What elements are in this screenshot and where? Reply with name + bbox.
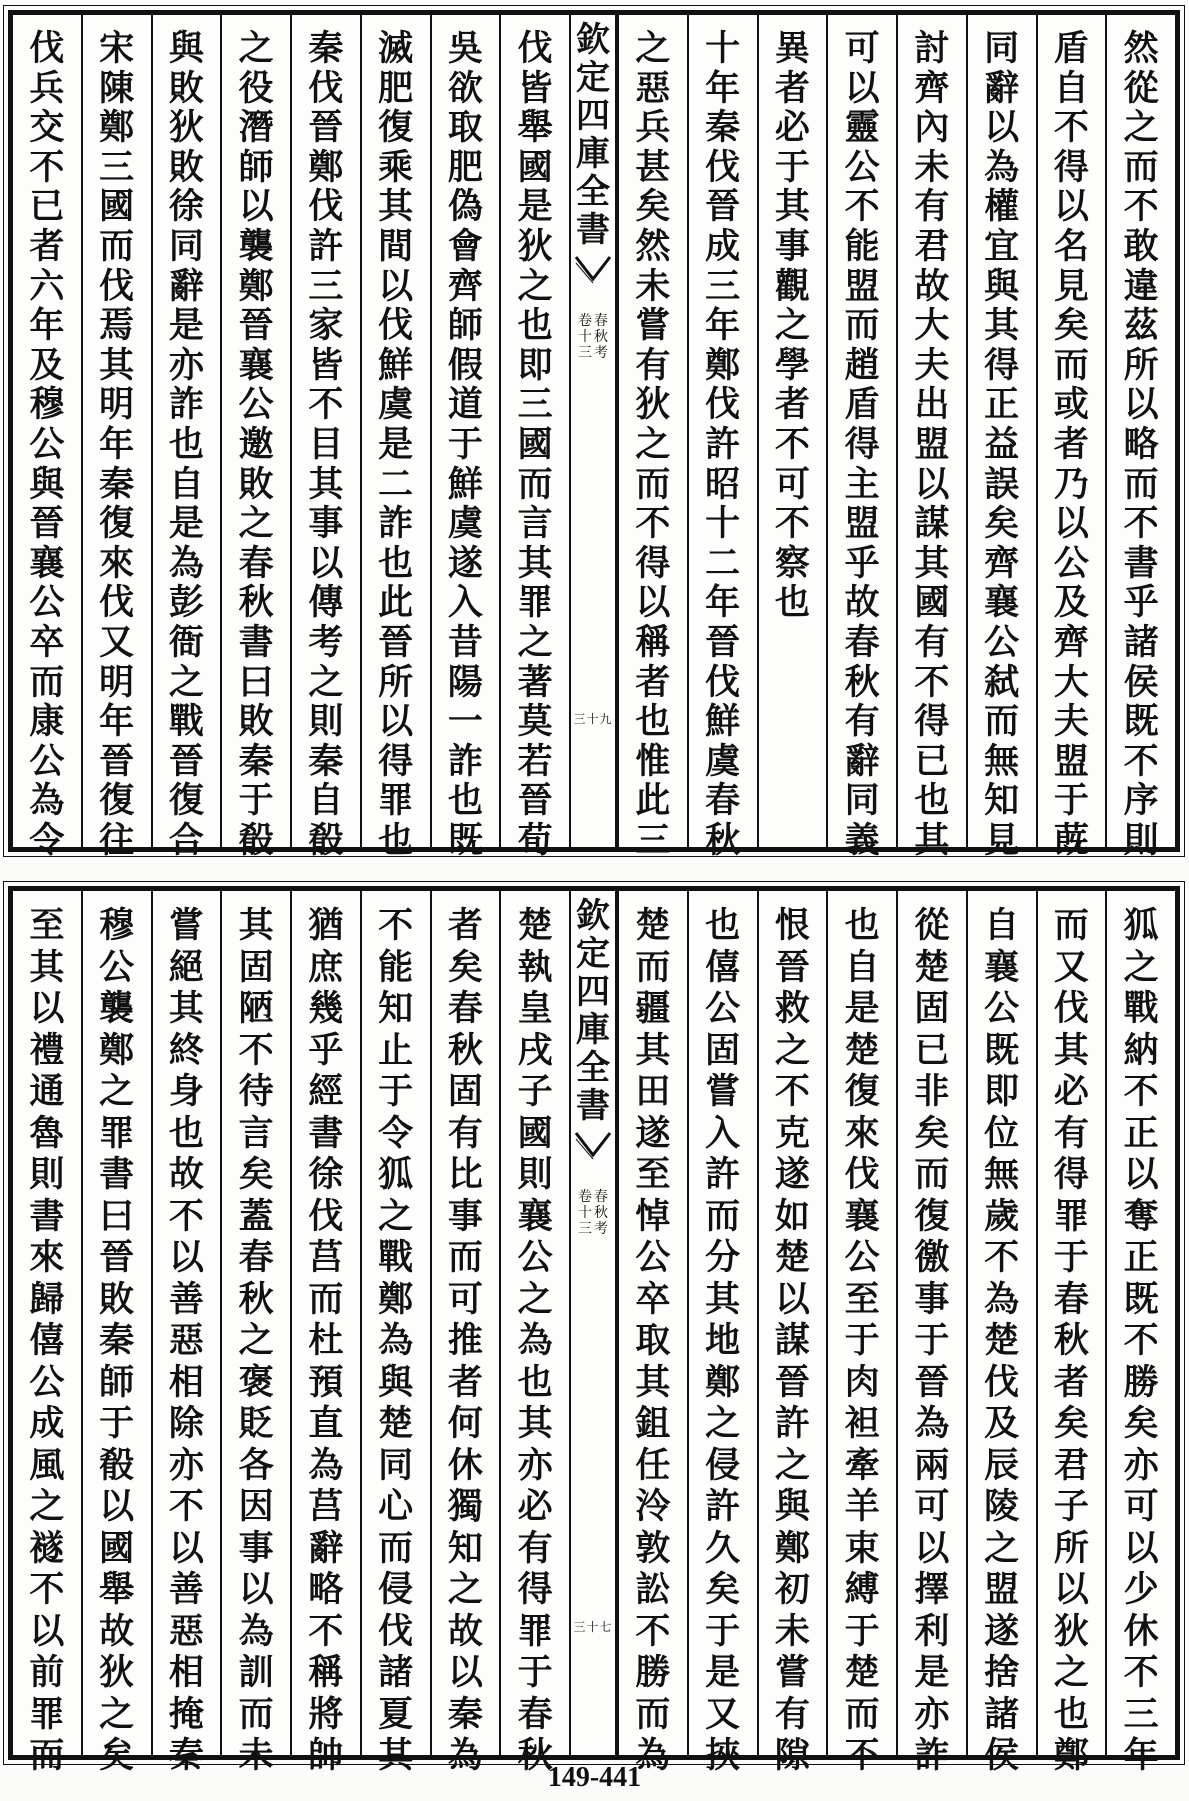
book-meta [578,313,608,361]
text-column: 也 僖 公 固 嘗 入 許 而 分 其 地 鄭 之 侵 許 久 矣 于 是 又 挾 [687,891,757,1755]
text-column: 至 其 以 禮 通 魯 則 書 來 歸 僖 公 成 風 之 襚 不 以 前 罪 而 [29,905,65,1776]
text-column: 同 辭 以 為 權 宜 與 其 得 正 益 誤 矣 齊 襄 公 弑 而 無 知 見 [966,15,1036,847]
text-column: 可 以 靈 公 不 能 盟 而 趙 盾 得 主 盟 乎 故 春 秋 有 辭 同 義 [826,15,896,847]
text-column: 從 楚 固 已 非 矣 而 復 徼 事 于 晉 為 兩 可 以 擇 利 是 亦 詐 [896,891,966,1755]
text-column: 其 固 陋 不 待 言 矣 蓋 春 秋 之 褒 貶 各 因 事 以 為 訓 而 未 [220,891,290,1755]
text-columns [13,891,1175,1776]
text-column: 十 年 秦 伐 晉 成 三 年 鄭 伐 許 昭 十 二 年 晉 伐 鮮 虞 春 秋 [687,15,757,847]
page-number: 149-441 [547,1762,642,1793]
text-column: 討 齊 內 未 有 君 故 大 夫 出 盟 以 謀 其 國 有 不 得 已 也 其 [896,15,966,847]
center-fold [569,891,617,1755]
text-column: 楚 而 疆 其 田 遂 至 悼 公 卒 取 其 鉏 任 泠 敦 訟 不 勝 而 為 [617,891,687,1755]
text-column: 盾 自 不 得 以 名 見 矣 而 或 者 乃 以 公 及 齊 大 夫 盟 于 蔇 [1036,15,1106,847]
text-column: 不 能 知 止 于 令 狐 之 戰 鄭 為 與 楚 同 心 而 侵 伐 諸 夏 其 [360,891,430,1755]
text-column: 恨 晉 救 之 不 克 遂 如 楚 以 謀 晉 許 之 與 鄭 初 未 嘗 有 隙 [757,891,827,1755]
book-title: 春 秋 考 [594,1189,608,1237]
text-column: 與 敗 狄 敗 徐 同 辭 是 亦 詐 也 自 是 為 彭 衙 之 戰 晉 復 合 [151,15,221,847]
text-column: 嘗 絕 其 終 身 也 故 不 以 善 惡 相 除 亦 不 以 善 惡 相 掩 秦 [151,891,221,1755]
text-column: 穆 公 襲 鄭 之 罪 書 曰 晉 敗 秦 師 于 殽 以 國 舉 故 狄 之 矣 [81,891,151,1755]
text-column: 楚 執 皇 戌 子 國 則 襄 公 之 為 也 其 亦 必 有 得 罪 于 春 秋 [499,891,569,1755]
text-column: 之 役 潛 師 以 襲 鄭 晉 襄 公 邀 敗 之 春 秋 書 曰 敗 秦 于 殽 [220,15,290,847]
page-panel-top [8,10,1180,861]
text-column: 猶 庶 幾 乎 經 書 徐 伐 莒 而 杜 預 直 為 莒 辭 略 不 稱 將 帥 [290,891,360,1755]
page-panel-bottom [8,886,1180,1776]
running-title: 欽 定 四 庫 全 書 [576,20,610,250]
text-column: 滅 肥 復 乘 其 間 以 伐 鮮 虞 是 二 詐 也 此 晉 所 以 得 罪 也 [360,15,430,847]
text-column: 之 惡 兵 甚 矣 然 未 嘗 有 狄 之 而 不 得 以 稱 者 也 惟 此 三 [617,15,687,847]
text-column: 秦 伐 晉 鄭 伐 許 三 家 皆 不 目 其 事 以 傳 考 之 則 秦 自 殽 [290,15,360,847]
fishtail-mark-icon [575,255,611,283]
text-column: 異 者 必 于 其 事 觀 之 學 者 不 可 不 察 也 [757,15,827,847]
text-column: 也 自 是 楚 復 來 伐 襄 公 至 于 肉 袒 牽 羊 束 縛 于 楚 而 不 [826,891,896,1755]
leaf-number: 三十七 [573,1620,613,1634]
text-column: 而 又 伐 其 必 有 得 罪 于 春 秋 者 矣 君 子 所 以 狄 之 也 鄭 [1036,891,1106,1755]
center-fold [569,15,617,847]
volume-label: 卷 十 三 [578,1189,592,1237]
text-column: 宋 陳 鄭 三 國 而 伐 焉 其 明 年 秦 復 來 伐 又 明 年 晉 復 往 [81,15,151,847]
text-column: 伐 兵 交 不 已 者 六 年 及 穆 公 與 晉 襄 公 卒 而 康 公 為 令 [29,28,65,861]
text-columns [13,15,1175,861]
book-title: 春 秋 考 [594,313,608,361]
text-column: 狐 之 戰 納 不 正 以 奪 正 既 不 勝 矣 亦 可 以 少 休 不 三 年 [1105,891,1175,1755]
leaf-number: 三十九 [573,712,613,726]
running-title: 欽 定 四 庫 全 書 [576,896,610,1126]
text-column: 伐 皆 舉 國 是 狄 之 也 即 三 國 而 言 其 罪 之 著 莫 若 晉 荀 [499,15,569,847]
text-column: 自 襄 公 既 即 位 無 歲 不 為 楚 伐 及 辰 陵 之 盟 遂 捨 諸 侯 [966,891,1036,1755]
text-column: 吳 欲 取 肥 偽 會 齊 師 假 道 于 鮮 虞 遂 入 昔 陽 一 詐 也 既 [430,15,500,847]
fishtail-mark-icon [575,1131,611,1159]
text-column: 然 從 之 而 不 敢 違 茲 所 以 略 而 不 書 乎 諸 侯 既 不 序 則 [1105,15,1175,847]
text-column: 者 矣 春 秋 固 有 比 事 而 可 推 者 何 休 獨 知 之 故 以 秦 為 [430,891,500,1755]
volume-label: 卷 十 三 [578,313,592,361]
book-meta [578,1189,608,1237]
